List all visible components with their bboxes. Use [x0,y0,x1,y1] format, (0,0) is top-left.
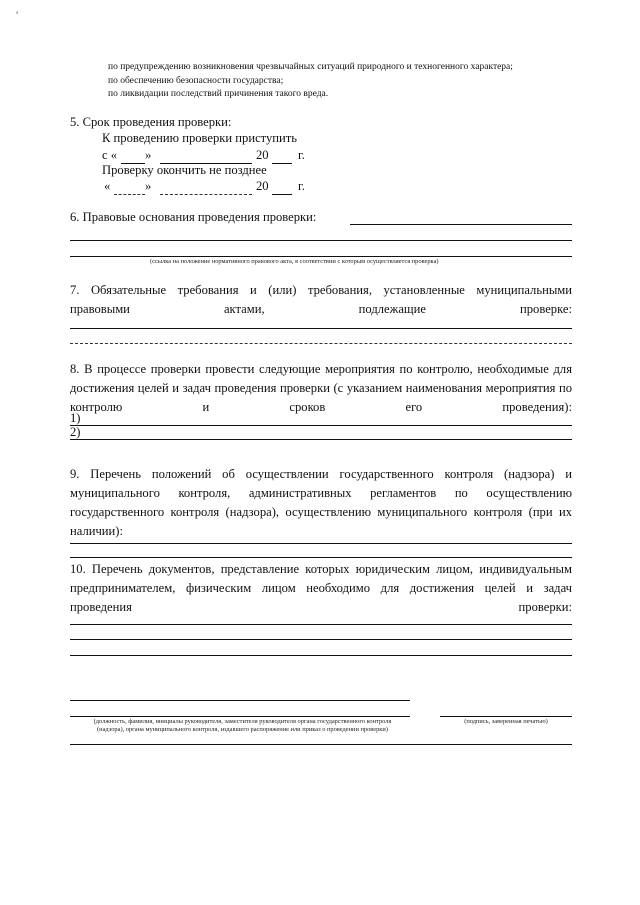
documents-field-3[interactable] [70,655,572,656]
end-quote-close: » [145,179,152,193]
start-from-prefix: с « [102,148,118,162]
legal-basis-field-3[interactable] [70,256,572,257]
start-label: К проведению проверки приступить [102,131,298,145]
section-5-heading: 5. Срок проведения проверки: [70,115,232,129]
intro-line-3: по ликвидации последствий причинения такого вреда. [108,89,329,99]
section-8-text: 8. В процессе проверки провести следующие мероприятия по контролю, необходимые для достижения целей и задач проведения проверки (с указанием наименования мероприятия по контролю и сроков его проведения): [70,362,572,414]
activity-item-1-field[interactable] [70,425,572,426]
end-year-field[interactable] [272,194,292,195]
section-9-text: 9. Перечень положений об осуществлении государственного контроля (надзора) и муниципального контроля, административных регламентов по осуществлению государственного контроля (надзора), осуществлению муниципального контроля (при их наличии): [70,467,572,538]
requirements-field-1[interactable] [70,328,572,329]
intro-line-2: по обеспечению безопасности государства; [108,76,284,86]
start-quote-close: » [145,148,152,162]
start-year-field[interactable] [272,163,292,164]
activity-item-1-label: 1) [70,411,81,425]
documents-field-1[interactable] [70,624,572,625]
official-name-field-1[interactable] [70,700,410,701]
regulations-field-2[interactable] [70,557,572,558]
activity-item-2-field[interactable] [70,439,572,440]
signature-caption: (подпись, заверенная печатью) [464,718,548,725]
signature-field[interactable] [440,716,572,717]
end-month-field[interactable] [160,194,252,195]
official-caption: (должность, фамилия, инициалы руководителя, заместителя руководителя органа государственного контроля (надзора), органа муниципального контроля, издавшего распоряжение или приказ о проведении проверки) [93,718,392,733]
regulations-field-1[interactable] [70,543,572,544]
end-day-field[interactable] [114,194,145,195]
section-10-text: 10. Перечень документов, представление которых юридическим лицом, индивидуальным предпринимателем, физическим лицом необходимо для достижения целей и задач проведения проверки: [70,562,572,614]
end-year-suffix: г. [298,179,305,193]
start-year-prefix: 20 [256,148,269,162]
requirements-field-2[interactable] [70,343,572,344]
section-6-heading: 6. Правовые основания проведения проверки: [70,210,317,224]
end-open-quote: « [104,179,111,193]
end-label: Проверку окончить не позднее [102,163,267,177]
corner-mark: ' [16,8,19,22]
end-year-prefix: 20 [256,179,269,193]
legal-basis-field-2[interactable] [70,240,572,241]
legal-basis-field-1[interactable] [350,224,572,225]
intro-line-1: по предупреждению возникновения чрезвычайных ситуаций природного и техногенного характера; [108,62,513,72]
official-name-field-2[interactable] [70,716,410,717]
signature-bottom-line [70,744,572,745]
legal-basis-caption: (ссылка на положение нормативного правового акта, в соответствии с которым осуществляется проверка) [150,258,439,265]
documents-field-2[interactable] [70,639,572,640]
section-7-text: 7. Обязательные требования и (или) требования, установленные муниципальными правовыми актами, подлежащие проверке: [70,283,572,316]
activity-item-2-label: 2) [70,425,81,439]
start-year-suffix: г. [298,148,305,162]
